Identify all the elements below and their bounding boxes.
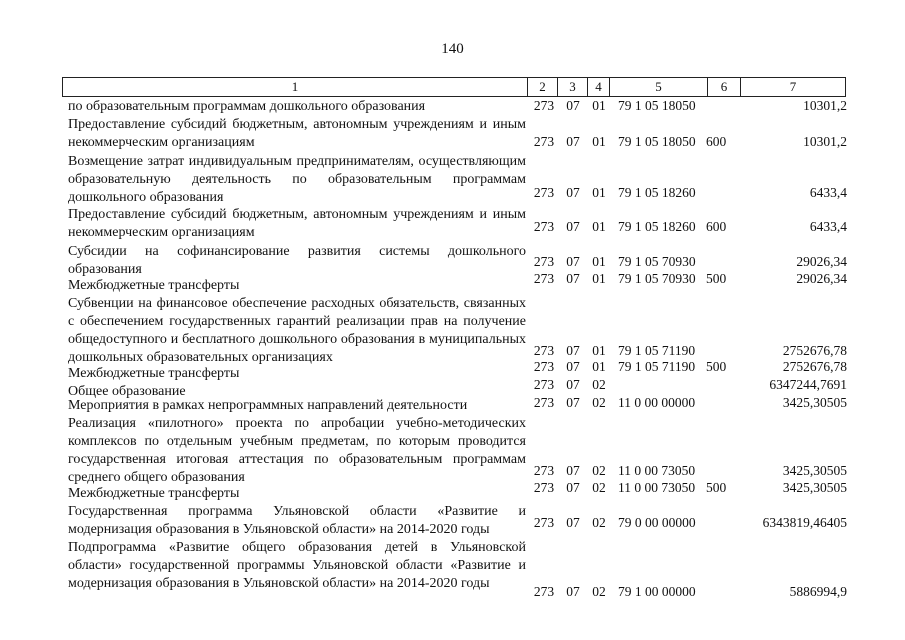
- cell-ministry: 273: [533, 377, 555, 392]
- cell-section: 07: [566, 271, 580, 286]
- cell-subsection: 01: [592, 185, 606, 200]
- cell-amount: 3425,30505: [782, 395, 847, 410]
- cell-target-article: 11 0 00 73050: [618, 480, 696, 495]
- cell-section: 07: [566, 134, 580, 149]
- row-description: Субвенции на финансовое обеспечение расходных обязательств, связанных с обеспечением государственных гарантий реализации прав на получение общедоступного и бесплатного дошкольного образования в муниципальных дошкольных образовательных организациях: [68, 296, 526, 365]
- cell-ministry: 273: [533, 98, 555, 113]
- cell-target-article: 79 1 00 00000: [618, 584, 696, 599]
- cell-amount: 2752676,78: [782, 359, 847, 374]
- row-values: [0, 185, 905, 201]
- cell-section: 07: [566, 463, 580, 478]
- page-number: 140: [441, 41, 464, 57]
- row-description: Межбюджетные трансферты: [68, 486, 240, 501]
- cell-amount: 10301,2: [803, 98, 847, 113]
- row-description: Реализация «пилотного» проекта по апробации учебно-методических комплексов по отдельным учебным предметам, по которым проводится государственная итоговая аттестация по образовательным программам среднего общего образования: [68, 416, 526, 485]
- row-values: [0, 395, 905, 411]
- row-description: Подпрограмма «Развитие общего образования детей в Ульяновской области» государственной программы Ульяновской области «Развитие и модернизация образования в Ульяновской области» на 2014-2020 годы: [68, 540, 526, 591]
- header-col-4: 4: [587, 78, 609, 96]
- row-values: [0, 134, 905, 150]
- cell-target-article: 11 0 00 73050: [618, 463, 696, 478]
- header-col-7: 7: [740, 78, 846, 96]
- cell-subsection: 01: [592, 359, 606, 374]
- cell-ministry: 273: [533, 480, 555, 495]
- row-values: [0, 515, 905, 531]
- cell-subsection: 02: [592, 480, 606, 495]
- cell-amount: 6343819,46405: [762, 515, 847, 530]
- cell-ministry: 273: [533, 185, 555, 200]
- cell-ministry: 273: [533, 271, 555, 286]
- cell-target-article: 79 1 05 18050: [618, 134, 696, 149]
- cell-subsection: 02: [592, 584, 606, 599]
- cell-expense-type: 500: [706, 359, 727, 374]
- row-values: [0, 219, 905, 235]
- row-description: Общее образование: [68, 384, 186, 399]
- cell-target-article: 79 1 05 18260: [618, 219, 696, 234]
- header-col-5: 5: [609, 78, 707, 96]
- cell-target-article: 79 1 05 18050: [618, 98, 696, 113]
- cell-section: 07: [566, 584, 580, 599]
- cell-ministry: 273: [533, 395, 555, 410]
- cell-ministry: 273: [533, 134, 555, 149]
- cell-ministry: 273: [533, 463, 555, 478]
- cell-subsection: 02: [592, 515, 606, 530]
- cell-target-article: 11 0 00 00000: [618, 395, 696, 410]
- cell-ministry: 273: [533, 359, 555, 374]
- row-description: Межбюджетные трансферты: [68, 278, 240, 293]
- cell-target-article: 79 1 05 71190: [618, 359, 696, 374]
- cell-section: 07: [566, 219, 580, 234]
- cell-amount: 5886994,9: [789, 584, 847, 599]
- cell-ministry: 273: [533, 343, 555, 358]
- row-description: Возмещение затрат индивидуальным предпринимателям, осуществляющим образовательную деятельность по образовательным программам дошкольного образования: [68, 154, 526, 205]
- cell-target-article: 79 1 05 71190: [618, 343, 696, 358]
- cell-subsection: 01: [592, 271, 606, 286]
- row-values: [0, 480, 905, 496]
- cell-expense-type: 600: [706, 134, 727, 149]
- row-description: Мероприятия в рамках непрограммных направлений деятельности: [68, 398, 468, 413]
- table-header: [62, 77, 846, 97]
- cell-subsection: 02: [592, 395, 606, 410]
- cell-section: 07: [566, 377, 580, 392]
- cell-ministry: 273: [533, 515, 555, 530]
- row-values: [0, 98, 905, 114]
- row-values: [0, 271, 905, 287]
- header-col-2: 2: [527, 78, 557, 96]
- cell-target-article: 79 0 00 00000: [618, 515, 696, 530]
- cell-subsection: 01: [592, 98, 606, 113]
- row-values: [0, 584, 905, 600]
- cell-section: 07: [566, 395, 580, 410]
- header-col-3: 3: [557, 78, 587, 96]
- cell-expense-type: 500: [706, 480, 727, 495]
- cell-section: 07: [566, 185, 580, 200]
- cell-section: 07: [566, 254, 580, 269]
- row-description: Предоставление субсидий бюджетным, автономным учреждениям и иным некоммерческим организациям: [68, 117, 526, 150]
- row-description: Субсидии на софинансирование развития системы дошкольного образования: [68, 244, 526, 277]
- row-description: Предоставление субсидий бюджетным, автономным учреждениям и иным некоммерческим организациям: [68, 207, 526, 240]
- row-values: [0, 254, 905, 270]
- cell-subsection: 01: [592, 219, 606, 234]
- cell-amount: 6433,4: [809, 185, 847, 200]
- row-description: по образовательным программам дошкольного образования: [68, 99, 426, 114]
- cell-expense-type: 500: [706, 271, 727, 286]
- cell-amount: 3425,30505: [782, 480, 847, 495]
- cell-target-article: 79 1 05 70930: [618, 271, 696, 286]
- cell-subsection: 01: [592, 134, 606, 149]
- cell-amount: 3425,30505: [782, 463, 847, 478]
- cell-subsection: 01: [592, 254, 606, 269]
- cell-amount: 6347244,7691: [769, 377, 847, 392]
- cell-amount: 29026,34: [796, 254, 847, 269]
- cell-amount: 10301,2: [803, 134, 847, 149]
- cell-ministry: 273: [533, 254, 555, 269]
- row-values: [0, 377, 905, 393]
- cell-target-article: 79 1 05 70930: [618, 254, 696, 269]
- cell-amount: 29026,34: [796, 271, 847, 286]
- cell-subsection: 02: [592, 377, 606, 392]
- row-values: [0, 359, 905, 375]
- cell-section: 07: [566, 515, 580, 530]
- cell-section: 07: [566, 343, 580, 358]
- row-description: Межбюджетные трансферты: [68, 366, 240, 381]
- row-description: Государственная программа Ульяновской области «Развитие и модернизация образования в Ульяновской области» на 2014-2020 годы: [68, 504, 526, 537]
- cell-subsection: 02: [592, 463, 606, 478]
- row-values: [0, 343, 905, 359]
- cell-subsection: 01: [592, 343, 606, 358]
- cell-section: 07: [566, 359, 580, 374]
- header-col-6: 6: [707, 78, 740, 96]
- header-col-1: 1: [62, 78, 527, 96]
- cell-amount: 2752676,78: [782, 343, 847, 358]
- cell-expense-type: 600: [706, 219, 727, 234]
- cell-target-article: 79 1 05 18260: [618, 185, 696, 200]
- cell-ministry: 273: [533, 584, 555, 599]
- row-values: [0, 463, 905, 479]
- cell-section: 07: [566, 480, 580, 495]
- cell-section: 07: [566, 98, 580, 113]
- cell-ministry: 273: [533, 219, 555, 234]
- cell-amount: 6433,4: [809, 219, 847, 234]
